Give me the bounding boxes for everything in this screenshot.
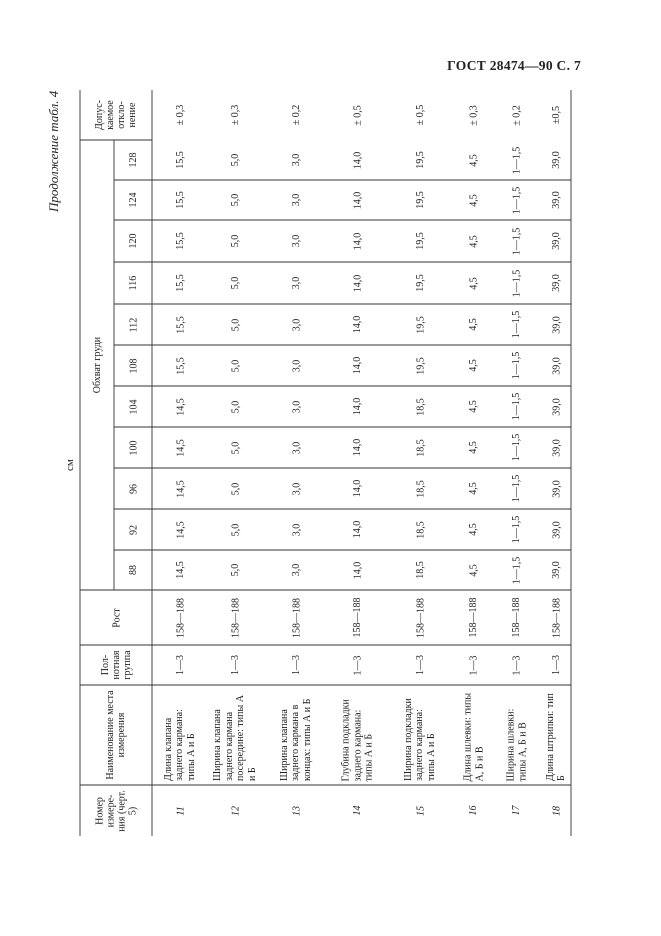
row-value: 5,0 xyxy=(229,193,241,207)
row-name: Длина шлевки: типы А, Б и В xyxy=(462,692,485,781)
row-value: 19,5 xyxy=(414,151,426,169)
header-chest-size: 96 xyxy=(127,483,139,494)
row-tolerance: ± 0,5 xyxy=(352,104,363,126)
row-value: 5,0 xyxy=(229,318,241,331)
row-value: 3,0 xyxy=(290,153,302,167)
header-chest: Обхват груди xyxy=(91,336,103,394)
row-value: 3,0 xyxy=(290,441,302,454)
row-value: 14,5 xyxy=(174,479,186,498)
row-value: 1—1,5 xyxy=(511,515,522,544)
row-height: 158—188 xyxy=(290,597,302,638)
row-height: 158—188 xyxy=(229,597,241,638)
row-value: 3,0 xyxy=(290,563,302,577)
row-value: 19,5 xyxy=(414,191,426,209)
row-value: 39,0 xyxy=(550,520,562,539)
row-value: 5,0 xyxy=(229,234,241,248)
row-value: 39,0 xyxy=(550,397,562,416)
row-value: 14,0 xyxy=(352,561,363,579)
row-value: 4,5 xyxy=(468,318,479,331)
row-value: 4,5 xyxy=(468,563,479,577)
row-value: 18,5 xyxy=(414,561,426,579)
row-value: 4,5 xyxy=(468,400,479,413)
header-chest-size: 100 xyxy=(127,440,139,455)
row-value: 39,0 xyxy=(550,232,562,250)
row-value: 4,5 xyxy=(468,153,479,167)
row-value: 19,5 xyxy=(414,274,426,292)
row-tolerance: ± 0,2 xyxy=(511,104,522,126)
row-group: 1—3 xyxy=(511,655,522,675)
row-name: Ширина подкладки заднего кармана: типы А и Б xyxy=(402,698,437,781)
row-value: 1—1,5 xyxy=(511,146,522,174)
row-value: 3,0 xyxy=(290,193,302,207)
row-value: 19,5 xyxy=(414,232,426,250)
row-group: 1—3 xyxy=(290,655,302,675)
row-value: 1—1,5 xyxy=(511,556,522,584)
row-value: 14,5 xyxy=(174,438,186,457)
row-value: 14,0 xyxy=(352,397,363,416)
row-value: 14,0 xyxy=(352,191,363,209)
row-value: 14,0 xyxy=(352,151,363,169)
row-group: 1—3 xyxy=(352,655,363,675)
row-value: 39,0 xyxy=(550,274,562,292)
row-value: 1—1,5 xyxy=(511,474,522,503)
row-value: 5,0 xyxy=(229,153,241,167)
header-chest-size: 120 xyxy=(127,233,139,249)
row-value: 14,0 xyxy=(352,315,363,334)
row-value: 4,5 xyxy=(468,441,479,454)
row-group: 1—3 xyxy=(468,655,479,675)
row-name: Ширина шлевки: типы А, Б и В xyxy=(505,708,528,781)
row-value: 14,0 xyxy=(352,274,363,292)
row-number: 13 xyxy=(290,805,302,816)
row-number: 11 xyxy=(174,805,186,816)
row-number: 14 xyxy=(352,805,363,816)
row-height: 158—188 xyxy=(352,597,363,638)
row-value: 18,5 xyxy=(414,479,426,498)
header-group: Пол-нотная группа xyxy=(99,650,133,680)
header-tolerance: Допус-каемое откло-нение xyxy=(94,100,138,130)
row-value: 39,0 xyxy=(550,191,562,209)
row-value: 1—1,5 xyxy=(511,186,522,214)
row-value: 15,5 xyxy=(174,356,186,375)
row-value: 4,5 xyxy=(468,359,479,372)
row-number: 17 xyxy=(511,805,522,816)
row-name: Ширина клапана заднего кармана в концах: типы А и Б xyxy=(278,698,313,781)
row-value: 3,0 xyxy=(290,318,302,331)
page-header: ГОСТ 28474—90 С. 7 xyxy=(447,58,581,73)
row-value: 5,0 xyxy=(229,400,241,413)
row-value: 14,0 xyxy=(352,356,363,375)
row-value: 19,5 xyxy=(414,356,426,375)
row-value: 4,5 xyxy=(468,276,479,290)
row-value: 39,0 xyxy=(550,479,562,498)
row-value: 39,0 xyxy=(550,151,562,169)
row-value: 18,5 xyxy=(414,520,426,539)
row-value: 14,5 xyxy=(174,561,186,579)
row-height: 158—188 xyxy=(468,597,479,638)
row-value: 5,0 xyxy=(229,359,241,372)
row-name: Длина клапана заднего кармана: типы А и Б xyxy=(162,709,197,781)
row-value: 5,0 xyxy=(229,276,241,290)
row-value: 1—1,5 xyxy=(511,269,522,297)
row-tolerance: ± 0,5 xyxy=(414,104,426,126)
row-value: 3,0 xyxy=(290,359,302,372)
row-number: 15 xyxy=(414,805,426,816)
row-value: 3,0 xyxy=(290,234,302,248)
row-value: 5,0 xyxy=(229,563,241,577)
row-value: 19,5 xyxy=(414,315,426,334)
row-tolerance: ±0,5 xyxy=(550,106,562,124)
row-number: 16 xyxy=(468,805,479,816)
row-value: 3,0 xyxy=(290,482,302,495)
row-height: 158—188 xyxy=(174,597,186,638)
row-value: 1—1,5 xyxy=(511,433,522,462)
row-name: Длина штрипки: тип Б xyxy=(544,693,567,781)
row-name: Ширина клапана заднего кармана посередине: типы А и Б xyxy=(212,695,258,781)
continuation-label: Продолжение табл. 4 xyxy=(46,90,61,212)
row-value: 15,5 xyxy=(174,274,186,292)
row-value: 4,5 xyxy=(468,482,479,495)
row-value: 18,5 xyxy=(414,438,426,457)
row-value: 15,5 xyxy=(174,232,186,250)
row-value: 4,5 xyxy=(468,193,479,207)
header-name: Наименование места измерения xyxy=(105,690,127,780)
row-height: 158—188 xyxy=(550,597,562,638)
header-number: Номер измере-ния (черт. 5) xyxy=(94,789,138,832)
row-value: 39,0 xyxy=(550,315,562,334)
row-value: 1—1,5 xyxy=(511,351,522,380)
row-value: 1—1,5 xyxy=(511,392,522,421)
row-value: 3,0 xyxy=(290,276,302,290)
header-chest-size: 104 xyxy=(127,399,139,414)
row-value: 4,5 xyxy=(468,523,479,536)
row-group: 1—3 xyxy=(414,655,426,675)
row-value: 15,5 xyxy=(174,191,186,209)
row-value: 14,0 xyxy=(352,232,363,250)
row-value: 18,5 xyxy=(414,397,426,416)
row-value: 14,5 xyxy=(174,397,186,416)
row-value: 5,0 xyxy=(229,523,241,536)
header-chest-size: 108 xyxy=(127,358,139,373)
unit-label: см xyxy=(64,459,76,471)
row-tolerance: ± 0,2 xyxy=(290,104,302,126)
row-value: 14,0 xyxy=(352,479,363,498)
row-value: 1—1,5 xyxy=(511,227,522,255)
header-height: Рост xyxy=(110,607,122,628)
row-group: 1—3 xyxy=(229,655,241,675)
row-group: 1—3 xyxy=(174,655,186,675)
header-chest-size: 124 xyxy=(127,192,139,208)
row-value: 39,0 xyxy=(550,438,562,457)
header-chest-size: 92 xyxy=(127,524,139,535)
row-tolerance: ± 0,3 xyxy=(174,104,186,126)
row-value: 39,0 xyxy=(550,356,562,375)
row-height: 158—188 xyxy=(511,597,522,638)
header-chest-size: 116 xyxy=(127,275,139,291)
row-value: 3,0 xyxy=(290,523,302,536)
row-value: 1—1,5 xyxy=(511,310,522,339)
row-number: 18 xyxy=(550,805,562,816)
row-value: 14,0 xyxy=(352,438,363,457)
row-value: 15,5 xyxy=(174,151,186,169)
row-value: 14,5 xyxy=(174,520,186,539)
row-value: 3,0 xyxy=(290,400,302,413)
header-chest-size: 128 xyxy=(127,152,139,168)
row-value: 4,5 xyxy=(468,234,479,248)
row-value: 5,0 xyxy=(229,441,241,454)
row-tolerance: ± 0,3 xyxy=(229,104,241,126)
row-value: 15,5 xyxy=(174,315,186,334)
header-chest-size: 112 xyxy=(127,317,139,332)
row-value: 14,0 xyxy=(352,520,363,539)
row-tolerance: ± 0,3 xyxy=(468,104,479,126)
row-value: 5,0 xyxy=(229,482,241,495)
row-group: 1—3 xyxy=(550,655,562,675)
row-value: 39,0 xyxy=(550,561,562,579)
row-height: 158—188 xyxy=(414,597,426,638)
row-number: 12 xyxy=(229,805,241,816)
row-name: Глубина подкладки заднего кармана: типы А и Б xyxy=(340,698,375,781)
header-chest-size: 88 xyxy=(127,565,139,575)
